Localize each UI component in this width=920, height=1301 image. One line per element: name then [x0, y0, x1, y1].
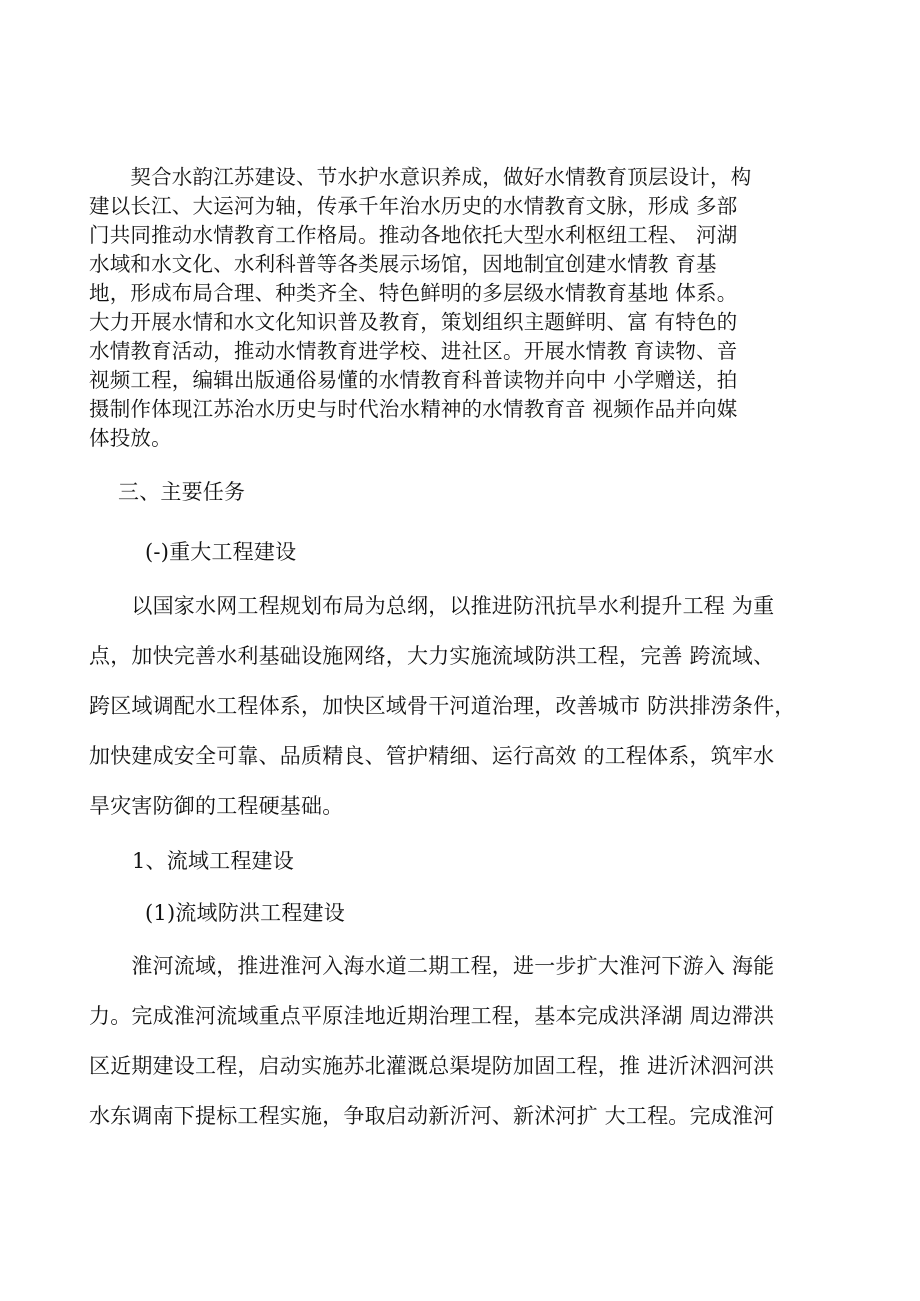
text-line: 区近期建设工程，启动实施苏北灌溉总渠堤防加固工程，推 进沂沭泗河洪	[89, 1054, 775, 1078]
text-line: 水域和水文化、水利科普等各类展示场馆，因地制宜创建水情教 育基	[89, 252, 717, 276]
text-line: 淮河流域，推进淮河入海水道二期工程，进一步扩大淮河下游入 海能	[89, 954, 775, 978]
text-line: 水东调南下提标工程实施，争取启动新沂河、新沭河扩 大工程。完成淮河	[89, 1104, 775, 1128]
text-line: 力。完成淮河流域重点平原洼地近期治理工程，基本完成洪泽湖 周边滞洪	[89, 1004, 775, 1028]
text-line: 视频工程，编辑出版通俗易懂的水情教育科普读物并向中 小学赠送，拍	[89, 368, 738, 392]
text-line: 点，加快完善水利基础设施网络，大力实施流域防洪工程，完善 跨流域、	[89, 644, 775, 668]
text-line: 门共同推动水情教育工作格局。推动各地依托大型水利枢纽工程、 河湖	[89, 223, 738, 247]
text-line: 跨区域调配水工程体系，加快区域骨干河道治理，改善城市 防洪排涝条件，	[89, 694, 796, 718]
text-line: 体投放。	[89, 426, 172, 450]
text-line: 水情教育活动，推动水情教育进学校、进社区。开展水情教 育读物、音	[89, 339, 738, 363]
text-line: 地，形成布局合理、种类齐全、特色鲜明的多层级水情教育基地 体系。	[89, 281, 738, 305]
item-heading: 1、流域工程建设	[132, 849, 294, 873]
subsection-heading: (-)重大工程建设	[145, 540, 297, 564]
text-line: 以国家水网工程规划布局为总纲，以推进防汛抗旱水利提升工程 为重	[89, 594, 775, 618]
text-line: 摄制作体现江苏治水历史与时代治水精神的水情教育音 视频作品并向媒	[89, 397, 738, 421]
text-line: 加快建成安全可靠、品质精良、管护精细、运行高效 的工程体系，筑牢水	[89, 744, 775, 768]
text-line: 旱灾害防御的工程硬基础。	[89, 794, 344, 818]
text-line: 大力开展水情和水文化知识普及教育，策划组织主题鲜明、富 有特色的	[89, 310, 738, 334]
section-heading: 三、主要任务	[118, 480, 246, 504]
subitem-heading: (1)流域防洪工程建设	[145, 901, 345, 925]
text-line: 建以长江、大运河为轴，传承千年治水历史的水情教育文脉，形成 多部	[89, 194, 738, 218]
text-line: 契合水韵江苏建设、节水护水意识养成，做好水情教育顶层设计，构	[89, 165, 752, 189]
